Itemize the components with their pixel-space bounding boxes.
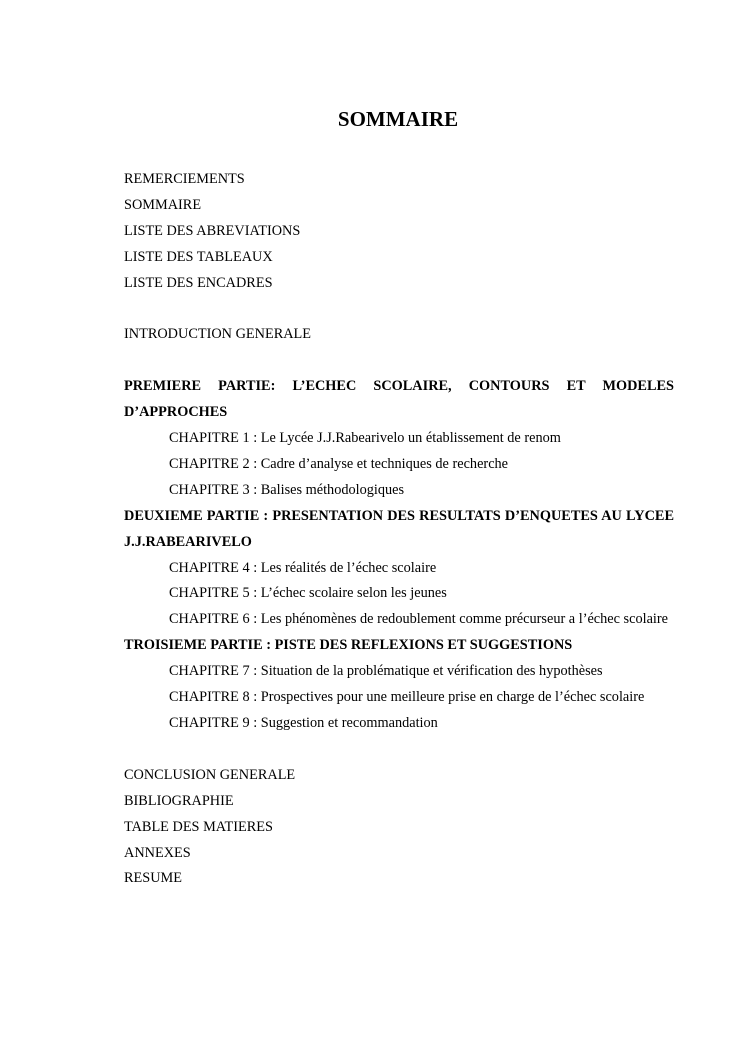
toc-chapter-7: CHAPITRE 7 : Situation de la problématique et vérification des hypothèses xyxy=(169,663,603,680)
toc-chapter-9: CHAPITRE 9 : Suggestion et recommandation xyxy=(169,715,438,731)
toc-entry-tableaux: LISTE DES TABLEAUX xyxy=(124,248,273,265)
toc-chapter-3: CHAPITRE 3 : Balises méthodologiques xyxy=(169,481,405,498)
toc-entry-annexes: ANNEXES xyxy=(124,844,191,861)
toc-chapter-6: CHAPITRE 6 : Les phénomènes de redoublement comme précurseur a l’échec scolaire xyxy=(169,611,669,628)
spacer xyxy=(124,348,674,374)
spacer xyxy=(124,737,674,763)
toc-entry-conclusion: CONCLUSION GENERALE xyxy=(124,766,296,783)
toc-entry-abreviations: LISTE DES ABREVIATIONS xyxy=(124,222,301,239)
toc-entry-encadres: LISTE DES ENCADRES xyxy=(124,274,273,291)
toc-part-3-title: TROISIEME PARTIE : PISTE DES REFLEXIONS ET SUGGESTIONS xyxy=(124,637,573,654)
toc-part-2-title: DEUXIEME PARTIE : PRESENTATION DES RESULTATS D’ENQUETES AU LYCEE J.J.RABEARIVELO xyxy=(124,507,674,550)
table-of-contents xyxy=(124,167,674,892)
toc-entry-introduction: INTRODUCTION GENERALE xyxy=(124,326,312,343)
toc-entry-bibliographie: BIBLIOGRAPHIE xyxy=(124,792,234,809)
toc-chapter-2: CHAPITRE 2 : Cadre d’analyse et techniques de recherche xyxy=(169,455,509,472)
toc-entry-table-des-matieres: TABLE DES MATIERES xyxy=(124,818,273,835)
toc-chapter-5: CHAPITRE 5 : L’échec scolaire selon les jeunes xyxy=(169,585,447,602)
page-title: SOMMAIRE xyxy=(337,107,459,131)
toc-entry-sommaire: SOMMAIRE xyxy=(124,196,202,213)
toc-entry-resume: RESUME xyxy=(124,870,182,887)
toc-part-1-title: PREMIERE PARTIE: L’ECHEC SCOLAIRE, CONTOURS ET MODELES D’APPROCHES xyxy=(124,378,674,421)
spacer xyxy=(124,297,674,323)
toc-chapter-4: CHAPITRE 4 : Les réalités de l’échec scolaire xyxy=(169,559,437,576)
toc-chapter-1: CHAPITRE 1 : Le Lycée J.J.Rabearivelo un établissement de renom xyxy=(169,430,561,447)
toc-chapter-8: CHAPITRE 8 : Prospectives pour une meilleure prise en charge de l’échec scolaire xyxy=(169,689,645,706)
toc-entry-remerciements: REMERCIEMENTS xyxy=(124,171,245,187)
